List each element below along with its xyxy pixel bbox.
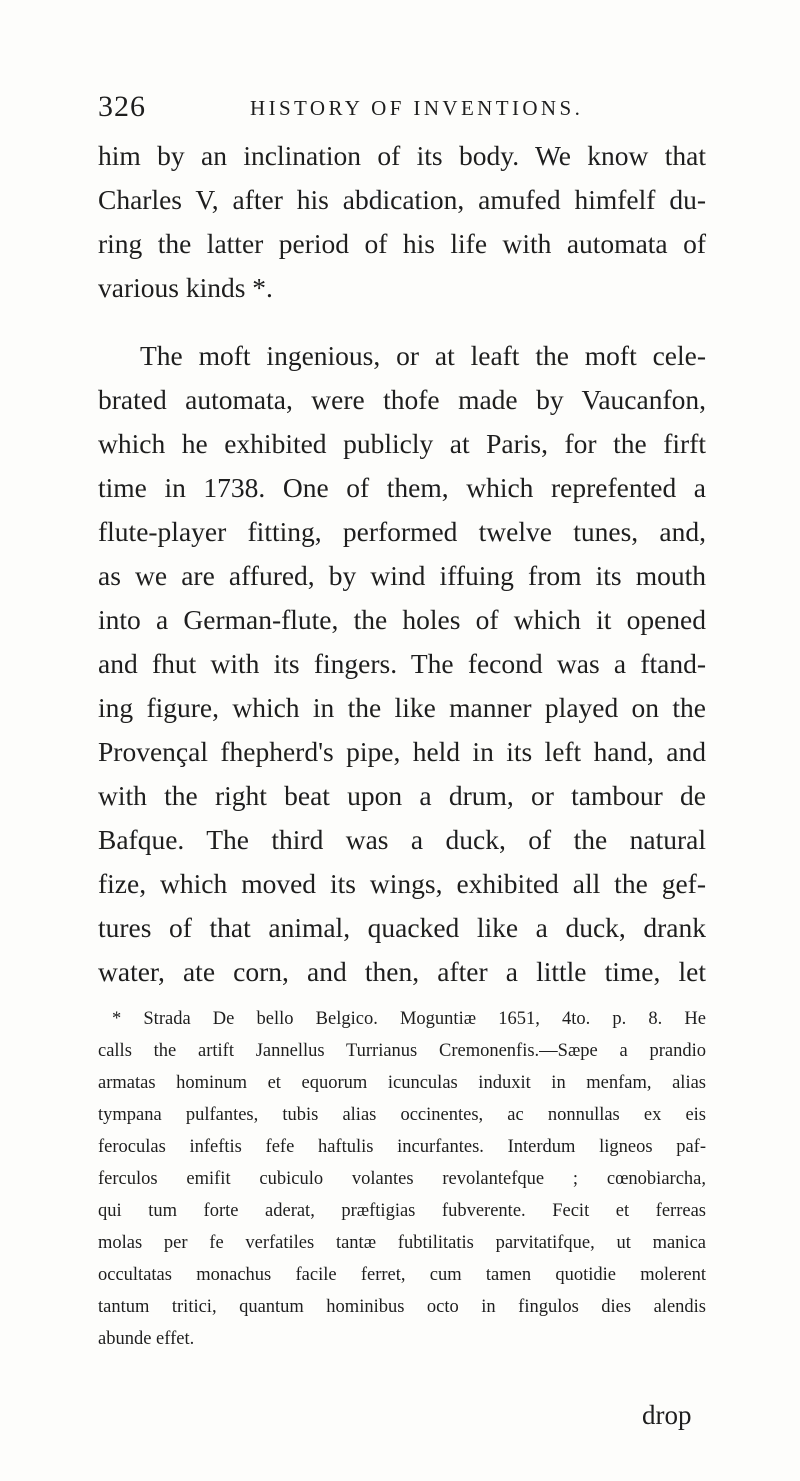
body-line: tures of that animal, quacked like a duck, drank: [98, 912, 706, 943]
body-text: [98, 134, 706, 994]
body-line: water, ate corn, and then, after a little time, let: [98, 956, 706, 987]
body-line: The moft ingenious, or at leaft the moft cele-: [140, 340, 706, 371]
body-line: brated automata, were thofe made by Vaucanfon,: [98, 384, 706, 415]
footnote-line: abunde effet.: [98, 1329, 195, 1349]
body-line: him by an inclination of its body. We know that: [98, 140, 706, 171]
body-line: ring the latter period of his life with automata of: [98, 228, 706, 259]
body-line: various kinds *.: [98, 272, 273, 303]
running-head: [98, 90, 698, 130]
body-line: time in 1738. One of them, which reprefented a: [98, 472, 706, 503]
body-line: ing figure, which in the like manner played on the: [98, 692, 706, 723]
running-title: HISTORY OF INVENTIONS.: [250, 96, 584, 120]
page-number: 326: [98, 90, 146, 123]
body-line: Charles V, after his abdication, amufed himfelf du-: [98, 184, 706, 215]
footnote-line: ferculos emifit cubiculo volantes revolantefque ; cœnobiarcha,: [98, 1169, 706, 1189]
footnote-line: calls the artift Jannellus Turrianus Cremonenfis.—Sæpe a prandio: [98, 1041, 706, 1061]
body-line: fize, which moved its wings, exhibited all the gef-: [98, 868, 706, 899]
footnote: [98, 1003, 706, 1355]
footnote-line: * Strada De bello Belgico. Moguntiæ 1651, 4to. p. 8. He: [112, 1009, 706, 1029]
footnote-line: occultatas monachus facile ferret, cum tamen quotidie molerent: [98, 1265, 706, 1285]
paragraph-gap: [98, 310, 706, 334]
body-line: as we are affured, by wind iffuing from its mouth: [98, 560, 706, 591]
footnote-line: armatas hominum et equorum icunculas induxit in menfam, alias: [98, 1073, 706, 1093]
body-line: Provençal fhepherd's pipe, held in its left hand, and: [98, 736, 706, 767]
body-line: and fhut with its fingers. The fecond was a ftand-: [98, 648, 706, 679]
catchword: drop: [642, 1400, 692, 1430]
body-line: into a German-flute, the holes of which it opened: [98, 604, 706, 635]
body-line: flute-player fitting, performed twelve tunes, and,: [98, 516, 706, 547]
footnote-line: qui tum forte aderat, præftigias fubverente. Fecit et ferreas: [98, 1201, 706, 1221]
body-line: with the right beat upon a drum, or tambour de: [98, 780, 706, 811]
footnote-line: molas per fe verfatiles tantæ fubtilitatis parvitatifque, ut manica: [98, 1233, 706, 1253]
footnote-line: feroculas infeftis fefe haftulis incurfantes. Interdum ligneos paf-: [98, 1137, 706, 1157]
footnote-line: tantum tritici, quantum hominibus octo in fingulos dies alendis: [98, 1297, 706, 1317]
body-line: which he exhibited publicly at Paris, for the firft: [98, 428, 706, 459]
footnote-line: tympana pulfantes, tubis alias occinentes, ac nonnullas ex eis: [98, 1105, 706, 1125]
body-line: Bafque. The third was a duck, of the natural: [98, 824, 706, 855]
